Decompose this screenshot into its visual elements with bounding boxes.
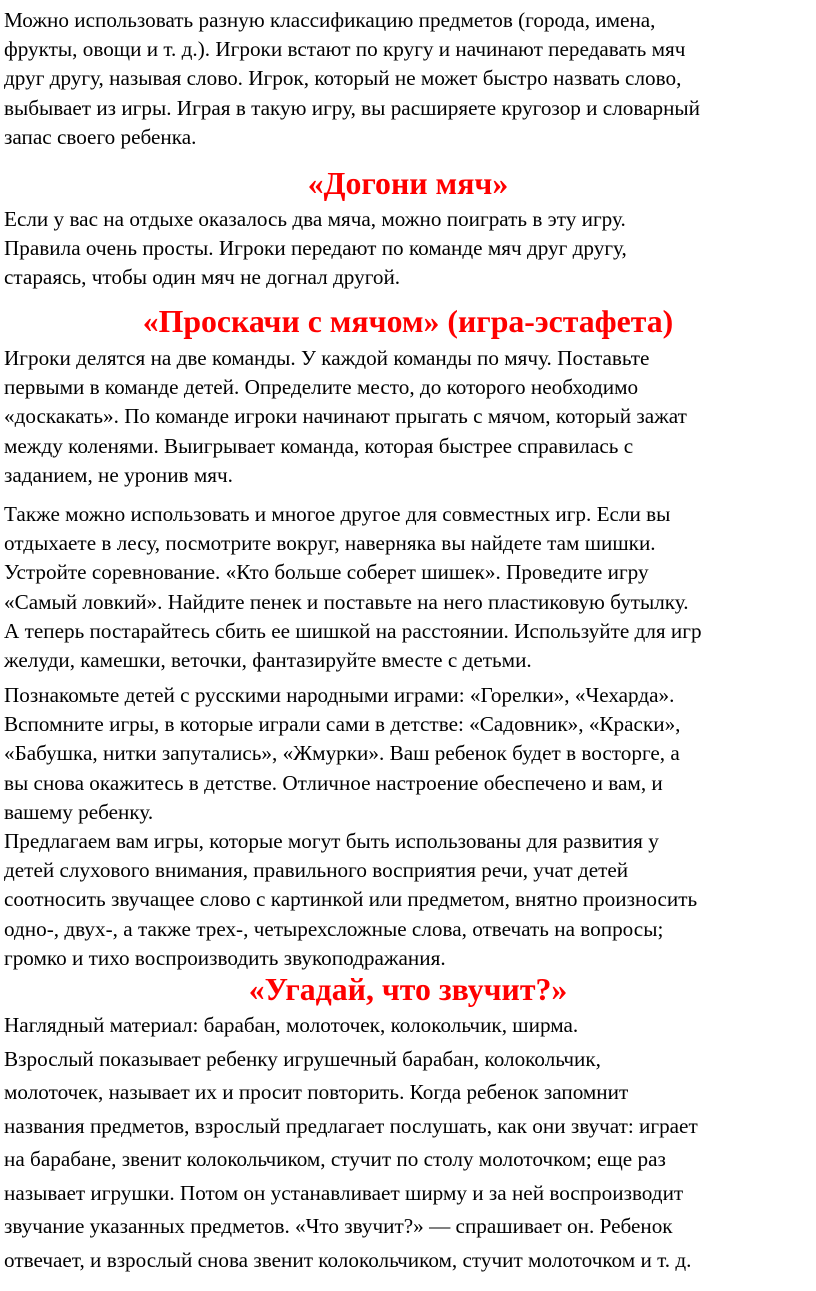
text-line: фрукты, овощи и т. д.). Игроки встают по кругу и начинают передавать мяч [4, 37, 686, 62]
paragraph-forest-games [4, 500, 816, 675]
text-line: Предлагаем вам игры, которые могут быть использованы для развития у [4, 829, 659, 854]
text-line: Также можно использовать и многое другое для совместных игр. Если вы [4, 502, 671, 526]
text-line: «доскакать». По команде игроки начинают прыгать с мячом, который зажат [4, 404, 687, 429]
text-line: Познакомьте детей с русскими народными играми: «Горелки», «Чехарда». [4, 683, 675, 707]
text-line: молоточек, называет их и просит повторить. Когда ребенок запомнит [4, 1080, 629, 1104]
text-line: отвечает, и взрослый снова звенит колокольчиком, стучит молоточком и т. д. [4, 1247, 692, 1272]
text-line: Игроки делятся на две команды. У каждой команды по мячу. Поставьте [4, 346, 650, 370]
heading-ball-relay: «Проскачи с мячом» (игра-эстафета) [142, 304, 674, 339]
text-line: заданием, не уронив мяч. [4, 462, 233, 487]
text-line: вашему ребенку. [4, 799, 154, 824]
text-line: первыми в команде детей. Определите место, до которого необходимо [4, 375, 639, 400]
text-line: запас своего ребенка. [4, 124, 197, 149]
text-line: Устройте соревнование. «Кто больше соберет шишек». Проведите игру [4, 560, 649, 585]
text-line: вы снова окажитесь в детстве. Отличное настроение обеспечено и вам, и [4, 770, 663, 795]
text-line: стараясь, чтобы один мяч не догнал другой. [4, 265, 401, 290]
heading-catch-the-ball: «Догони мяч» [307, 166, 509, 201]
text-line: Наглядный материал: барабан, молоточек, колокольчик, ширма. [4, 1013, 579, 1037]
text-line: Можно использовать разную классификацию предметов (города, имена, [4, 8, 656, 32]
text-line: Правила очень просты. Игроки передают по команде мяч друг другу, [4, 236, 627, 261]
paragraph-classification-game [4, 6, 816, 152]
text-line: «Бабушка, нитки запутались», «Жмурки». Ваш ребенок будет в восторге, а [4, 741, 680, 766]
paragraph-catch-the-ball-rules [4, 205, 816, 293]
text-line: А теперь постарайтесь сбить ее шишкой на расстоянии. Используйте для игр [4, 618, 702, 643]
text-line: детей слухового внимания, правильного восприятия речи, учат детей [4, 858, 629, 883]
text-line: Если у вас на отдыхе оказалось два мяча, можно поиграть в эту игру. [4, 207, 626, 231]
text-line: на барабане, звенит колокольчиком, стучит по столу молоточком; еще раз [4, 1147, 666, 1171]
text-line: друг другу, называя слово. Игрок, который не может быстро назвать слово, [4, 66, 682, 91]
paragraph-ball-relay-rules [4, 344, 816, 490]
paragraph-guess-the-sound-rules [4, 1009, 816, 1277]
text-line: «Самый ловкий». Найдите пенек и поставьте на него пластиковую бутылку. [4, 589, 689, 614]
text-line: желуди, камешки, веточки, фантазируйте вместе с детьми. [4, 648, 532, 673]
text-line: названия предметов, взрослый предлагает послушать, как они звучат: играет [4, 1113, 698, 1138]
heading-guess-the-sound: «Угадай, что звучит?» [248, 972, 568, 1007]
text-line: одно-, двух-, а также трех-, четырехсложные слова, отвечать на вопросы; [4, 916, 664, 941]
text-line: громко и тихо воспроизводить звукоподражания. [4, 945, 446, 970]
text-line: соотносить звучащее слово с картинкой или предметом, внятно произносить [4, 887, 698, 912]
text-line: Взрослый показывает ребенку игрушечный барабан, колокольчик, [4, 1046, 601, 1071]
text-line: звучание указанных предметов. «Что звучит?» — спрашивает он. Ребенок [4, 1214, 673, 1238]
text-line: между коленями. Выигрывает команда, которая быстрее справилась с [4, 433, 634, 458]
text-line: называет игрушки. Потом он устанавливает ширму и за ней воспроизводит [4, 1180, 684, 1205]
text-line: Вспомните игры, в которые играли сами в детстве: «Садовник», «Краски», [4, 712, 681, 737]
paragraph-folk-games [4, 681, 816, 973]
text-line: отдыхаете в лесу, посмотрите вокруг, наверняка вы найдете там шишки. [4, 531, 656, 556]
text-line: выбывает из игры. Играя в такую игру, вы расширяете кругозор и словарный [4, 95, 700, 120]
